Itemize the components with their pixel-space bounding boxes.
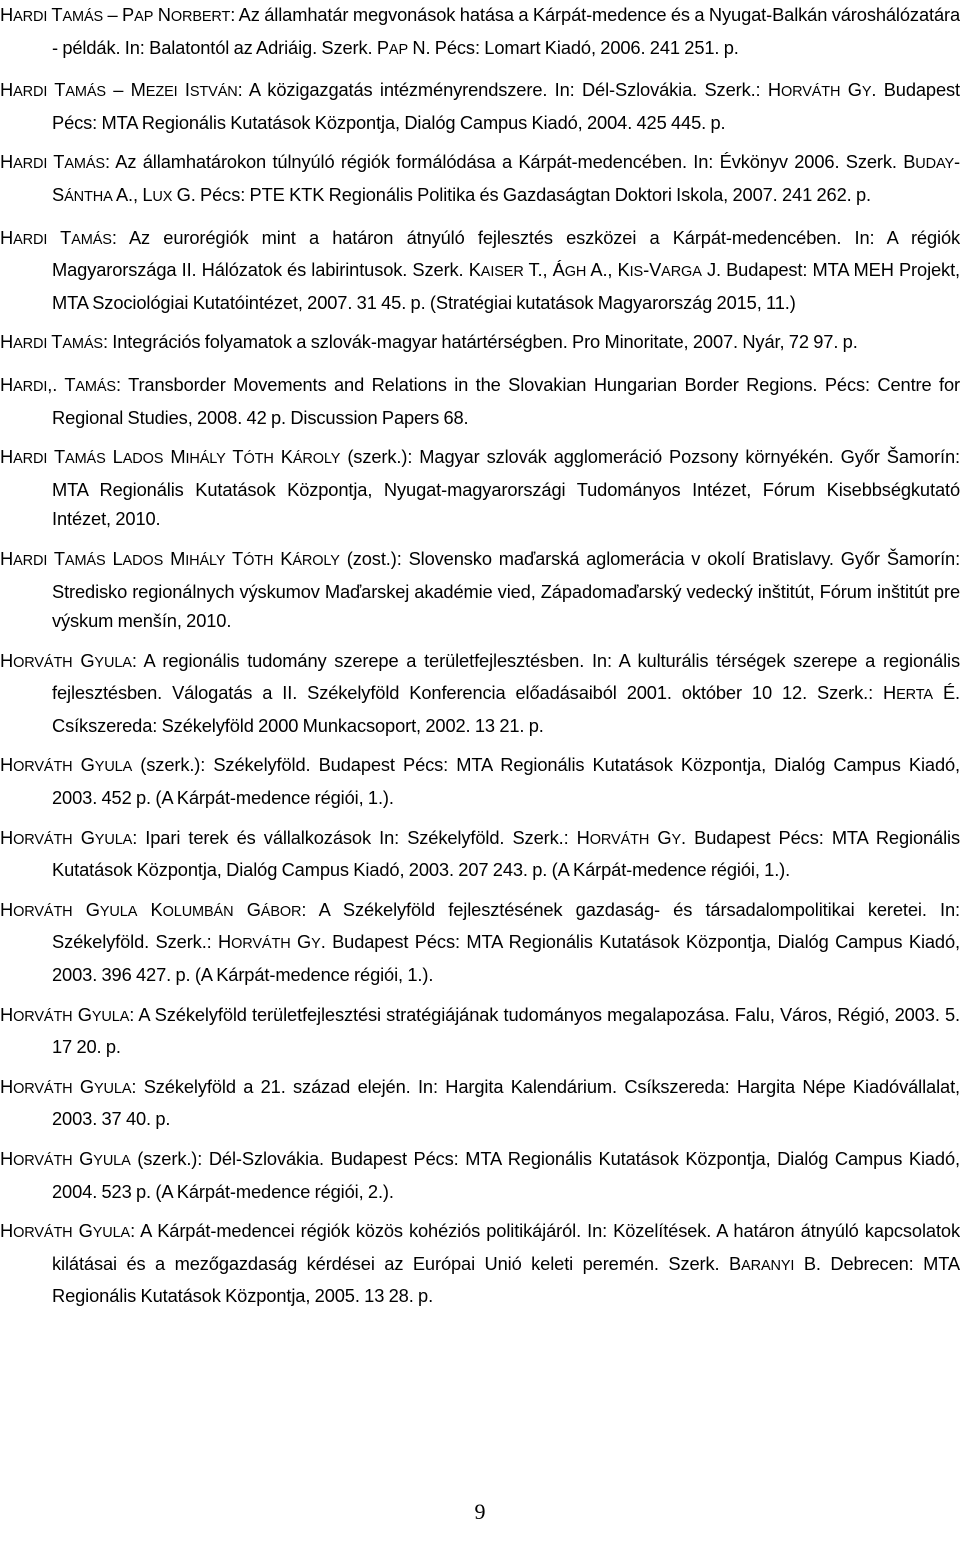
author-name-smallcaps: ÓTH [243,552,274,569]
page-number: 9 [474,1499,486,1524]
author-name-smallcaps: Y [671,831,682,848]
author-name-smallcaps: AMÁS [65,451,106,468]
reference-text: : Transborder Movements and Relations in the Slovakian Hungarian Border Regions. Pécs: Centre for Regional Studies, 2008. 42 p. Discussion Papers 68. [52,373,960,428]
reference-entry [0,327,960,360]
reference-text: (zost.): Slovensko maďarská aglomerácia v okolí Bratislavy. Győr Šamorín: Stredisko regionálnych výskumov Maďarskej akadémie vied, Západomaďarský vedecký inštitút, Fórum inštitút pre výskum menšín, 2010. [52,547,960,632]
author-name-smallcaps: ARDI [13,336,48,353]
author-name-smallcaps: AMÁS [64,552,106,569]
author-name-smallcaps: ARDI [13,378,48,395]
reference-text: H [0,826,14,848]
author-name-smallcaps: ÓTH [243,451,274,468]
author-name-smallcaps: ERTA [896,687,933,704]
author-name-smallcaps: AMÁS [71,231,112,248]
reference-text: G [72,649,95,671]
author-name-smallcaps: YULA [91,1008,130,1025]
reference-text: K [273,547,293,569]
reference-text: H [0,649,14,671]
reference-text: T [47,79,66,101]
reference-text: T [47,446,66,468]
reference-text: ,. T [47,373,76,395]
author-name-smallcaps: ORVÁTH [13,1153,73,1169]
author-name-smallcaps: AISER [480,264,524,281]
author-name-smallcaps: ORVÁTH [13,759,73,776]
author-name-smallcaps: YULA [92,1225,131,1242]
reference-text: : A Székelyföld fejlesztésének gazdaság- és társadalompolitikai keretei. In: Székelyföld. Szerk.: H [52,898,960,953]
reference-text: : Az eurorégiók mint a határon átnyúló fejlesztés eszközei a Kárpát-medencében. In: A régiók Magyarországa II. Hálózatok és labirintusok. Szerk. K [52,226,960,281]
reference-text: A., K [586,259,630,281]
author-name-smallcaps: YULA [94,1080,132,1097]
reference-text: : Ipari terek és vállalkozások In: Székelyföld. Szerk.: H [132,826,590,848]
author-name-smallcaps: ORVÁTH [13,831,73,848]
reference-text: H [0,151,14,173]
author-name-smallcaps: ORVÁTH [13,1080,73,1097]
reference-text: G [72,754,95,776]
author-name-smallcaps: AMÁS [62,9,104,25]
author-name-smallcaps: IHÁLY [185,451,226,468]
reference-text: G [290,931,312,953]
author-name-smallcaps: AMÁS [62,336,103,353]
reference-text: – P [103,4,135,25]
author-name-smallcaps: ORVÁTH [231,936,291,953]
reference-text: H [0,1075,14,1097]
author-name-smallcaps: AMÁS [64,156,105,173]
reference-text: H [0,1003,14,1025]
reference-entry [0,223,960,318]
author-name-smallcaps: IHÁLY [185,552,226,569]
reference-text: J. Budapest: MTA MEH Projekt, MTA Szociológiai Kutatóintézet, 2007. 31 45. p. (Stratégiai kutatások Magyarország 2015, 11.) [52,259,960,313]
reference-text: H [0,226,14,248]
reference-text: G [840,79,862,101]
author-name-smallcaps: YULA [94,654,132,671]
author-name-smallcaps: ADOS [122,552,164,569]
author-name-smallcaps: ADOS [122,451,164,468]
author-name-smallcaps: GH [564,264,587,281]
reference-text: L [105,547,123,569]
author-name-smallcaps: ÁROLY [292,552,340,569]
reference-entry [0,0,960,65]
reference-text: : Az államhatár megvonások hatása a Kárpát-medence és a Nyugat-Balkán városhálózatára - példák. In: Balatontól az Adriáig. Szerk. P [52,4,960,58]
reference-text: T [47,547,65,569]
reference-text: : A Székelyföld területfejlesztési stratégiájának tudományos megalapozása. Falu, Város, Régió, 2003. 5. 17 20. p. [52,1003,960,1058]
reference-entry [0,75,960,137]
reference-entry [0,442,960,534]
author-name-smallcaps: ARDI [13,84,48,101]
author-name-smallcaps: ORVÁTH [589,831,650,848]
reference-text: H [0,446,14,468]
reference-text: N. Pécs: Lomart Kiadó, 2006. 241 251. p. [408,36,739,58]
reference-text: -V [643,259,662,281]
reference-text: : A Kárpát-medencei régiók közös kohéziós politikájáról. In: Közelítések. A határon átnyúló kapcsolatok kilátásai és a mezőgazdaság kérdései az Európai Unió keleti peremén. Szerk. B [52,1220,960,1274]
author-name-smallcaps: ARDI [13,552,48,569]
reference-text: I [177,79,190,101]
reference-text: G [72,1003,92,1025]
reference-text: H [0,79,14,101]
reference-text: G [72,1220,93,1242]
reference-text: G [72,1075,94,1097]
author-name-smallcaps: ÁROLY [292,451,341,468]
reference-text: K [137,898,163,920]
reference-text: T [47,151,65,173]
reference-text: L [105,446,123,468]
reference-text: : A regionális tudomány szerepe a területfejlesztésben. In: A kulturális térségek szerepe a regionális fejlesztésben. Válogatás a II. Székelyföld Konferencia előadásaiból 2001. október 10 12. Szerk.: H [52,649,960,704]
reference-text: B. Debrecen: MTA Regionális Kutatások Központja, 2005. 13 28. p. [52,1252,960,1307]
reference-text: H [0,1220,14,1242]
reference-entry [0,1144,960,1206]
reference-text: G [72,898,100,920]
reference-entry [0,1000,960,1062]
reference-entry [0,147,960,212]
reference-text: (szerk.): Dél-Szlovákia. Budapest Pécs: MTA Regionális Kutatások Központja, Dialóg Campus Kiadó, 2004. 523 p. (A Kárpát-medence régiói, 2.). [52,1148,960,1202]
reference-text: G [72,826,95,848]
author-name-smallcaps: ARDI [13,9,48,25]
reference-text: K [273,446,293,468]
author-name-smallcaps: ORVÁTH [780,84,841,101]
reference-text: M [163,547,186,569]
author-name-smallcaps: IS [629,264,644,281]
reference-text: G [649,826,672,848]
reference-text: H [0,373,14,395]
author-name-smallcaps: ORVÁTH [13,1008,73,1025]
reference-text: T [225,446,244,468]
reference-text: T [225,547,244,569]
reference-text: T [47,331,63,353]
author-name-smallcaps: ARDI [13,451,48,468]
reference-text: G. Pécs: PTE KTK Regionális Politika és Gazdaságtan Doktori Iskola, 2007. 241 262. p. [172,183,871,205]
author-name-smallcaps: ÁNTHA [64,188,113,205]
reference-text: . Budapest Pécs: MTA Regionális Kutatások Központja, Dialóg Campus Kiadó, 2004. 425 445. p. [52,79,960,133]
author-name-smallcaps: ORBERT [170,9,231,25]
reference-text: . Budapest Pécs: MTA Regionális Kutatások Központja, Dialóg Campus Kiadó, 2003. 396 427. p. (A Kárpát-medence régiói, 1.). [52,931,960,986]
author-name-smallcaps: ARDI [13,231,48,248]
author-name-smallcaps: AMÁS [65,84,106,101]
reference-text: H [0,547,14,569]
reference-text: T [47,226,72,248]
author-name-smallcaps: Y [861,84,872,101]
reference-text: H [0,4,14,25]
author-name-smallcaps: ARANYI [741,1257,795,1274]
reference-text: H [0,754,14,776]
author-name-smallcaps: OLUMBÁN [162,903,234,920]
reference-text: -S [52,151,960,205]
reference-text: H [0,1148,14,1169]
reference-text: H [0,898,14,920]
reference-entry [0,750,960,812]
author-name-smallcaps: ÁBOR [260,903,302,920]
author-name-smallcaps: YULA [99,903,138,920]
author-name-smallcaps: AP [134,9,154,25]
reference-entry [0,1072,960,1134]
reference-text: – M [105,79,146,101]
author-name-smallcaps: YULA [94,831,133,848]
reference-text: É. Csíkszereda: Székelyföld 2000 Munkacsoport, 2002. 13 21. p. [52,682,960,736]
reference-entry [0,370,960,432]
author-name-smallcaps: UDAY [915,156,955,173]
reference-text: A., L [112,183,153,205]
reference-text: (szerk.): Magyar szlovák agglomeráció Pozsony környékén. Győr Šamorín: MTA Regionális Kutatások Központja, Nyugat-magyarországi Tudományos Intézet, Fórum Kisebbségkutató Intézet, 2010. [52,446,960,530]
author-name-smallcaps: ORVÁTH [13,654,73,671]
reference-text: T [47,4,63,25]
author-name-smallcaps: STVÁN [189,84,238,101]
reference-entry [0,544,960,636]
reference-entry [0,646,960,741]
author-name-smallcaps: ARGA [661,264,702,281]
reference-entry [0,1216,960,1311]
author-name-smallcaps: YULA [94,759,133,776]
reference-entry [0,823,960,885]
reference-entry [0,895,960,990]
reference-text: G [233,898,261,920]
reference-text: N [153,4,171,25]
author-name-smallcaps: EZEI [145,84,178,101]
reference-text: M [163,446,186,468]
author-name-smallcaps: YULA [93,1153,131,1169]
reference-text: : A közigazgatás intézményrendszere. In: Dél-Szlovákia. Szerk.: H [237,79,781,101]
author-name-smallcaps: UX [152,188,173,205]
reference-text: (szerk.): Székelyföld. Budapest Pécs: MTA Regionális Kutatások Központja, Dialóg Campus Kiadó, 2003. 452 p. (A Kárpát-medence régiói, 1.). [52,754,960,809]
reference-text: : Az államhatárokon túlnyúló régiók formálódása a Kárpát-medencében. In: Évkönyv 2006. Szerk. B [104,151,916,173]
reference-text: : Székelyföld a 21. század elején. In: Hargita Kalendárium. Csíkszereda: Hargita Népe Kiadóvállalat, 2003. 37 40. p. [52,1075,960,1130]
author-name-smallcaps: AMÁS [75,378,116,395]
author-name-smallcaps: ORVÁTH [13,903,73,920]
author-name-smallcaps: Y [311,936,321,953]
reference-text: T., Á [523,259,565,281]
author-name-smallcaps: ARDI [13,156,48,173]
reference-text: G [72,1148,94,1169]
author-name-smallcaps: ORVÁTH [13,1225,73,1242]
author-name-smallcaps: AP [388,41,409,58]
reference-text: : Integrációs folyamatok a szlovák-magyar határtérségben. Pro Minoritate, 2007. Nyár, 72 97. p. [102,331,858,353]
reference-text: . Budapest Pécs: MTA Regionális Kutatások Központja, Dialóg Campus Kiadó, 2003. 207 243. p. (A Kárpát-medence régiói, 1.). [52,826,960,881]
reference-text: H [0,331,14,353]
